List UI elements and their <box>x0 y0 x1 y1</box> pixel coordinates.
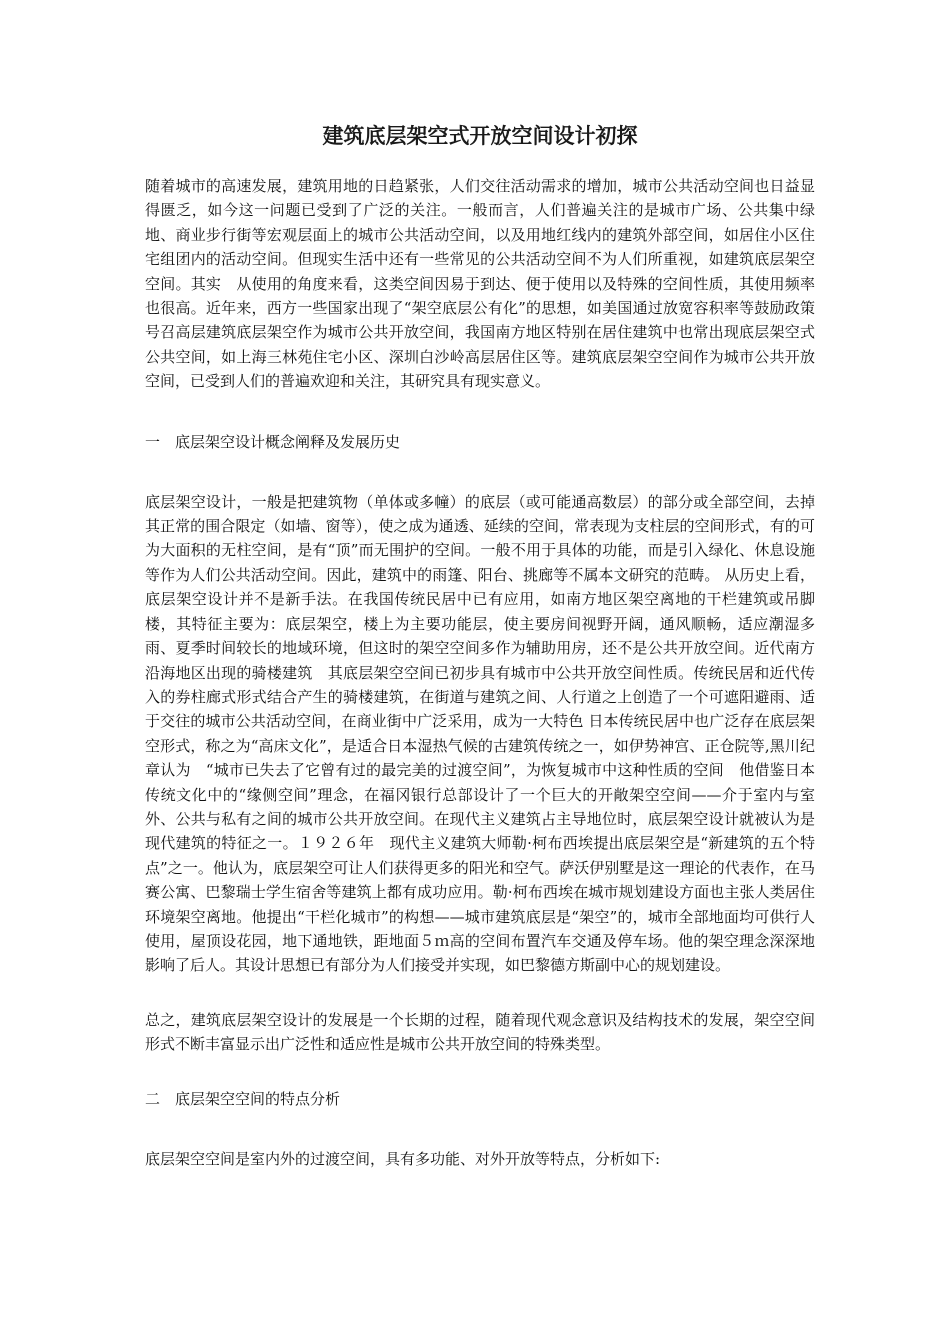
section1-paragraph-2: 总之，建筑底层架空设计的发展是一个长期的过程，随着现代观念意识及结构技术的发展，架空空间形式不断丰富显示出广泛性和适应性是城市公共开放空间的特殊类型。 <box>145 1010 815 1054</box>
page-title: 建筑底层架空式开放空间设计初探 <box>322 123 638 148</box>
section-heading-1: 一 底层架空设计概念阐释及发展历史 <box>145 432 401 451</box>
document-body <box>145 118 815 1171</box>
spacer <box>145 978 815 1008</box>
spacer <box>145 454 815 490</box>
section-heading-2: 二 底层架空空间的特点分析 <box>145 1089 341 1108</box>
section2-paragraph-1: 底层架空空间是室内外的过渡空间，具有多功能、对外开放等特点，分析如下: <box>145 1149 661 1168</box>
spacer <box>145 1057 815 1087</box>
spacer <box>145 1111 815 1147</box>
section1-paragraph-1: 底层架空设计，一般是把建筑物（单体或多幢）的底层（或可能通高数层）的部分或全部空间，去掉其正常的围合限定（如墙、窗等），使之成为通透、延续的空间，常表现为支柱层的空间形式，有的可为大面积的无柱空间，是有“顶”而无围护的空间。一般不用于具体的功能，而是引入绿化、休息设施等作为人们公共活动空间。因此，建筑中的雨篷、阳台、挑廊等不属本文研究的范畴。 从历史上看，底层架空设计并不是新手法。在我国传统民居中已有应用，如南方地区架空离地的干栏建筑或吊脚楼，其特征主要为：底层架空，楼上为主要功能层，使主要房间视野开阔，通风顺畅，适应潮湿多雨、夏季时间较长的地域环境，但这时的架空空间多作为辅助用房，还不是公共开放空间。近代南方沿海地区出现的骑楼建筑 其底层架空空间已初步具有城市中公共开放空间性质。传统民居和近代传入的券柱廊式形式结合产生的骑楼建筑，在街道与建筑之间、人行道之上创造了一个可遮阳避雨、适于交往的城市公共活动空间，在商业街中广泛采用，成为一大特色 日本传统民居中也广泛存在底层架空形式，称之为“高床文化”，是适合日本湿热气候的古建筑传统之一，如伊势神宫、正仓院等,黑川纪章认为 “城市已失去了它曾有过的最完美的过渡空间”，为恢复城市中这种性质的空间 他借鉴日本传统文化中的“缘侧空间”理念，在福冈银行总部设计了一个巨大的开敞架空空间——介于室内与室外、公共与私有之间的城市公共开放空间。在现代主义建筑占主导地位时，底层架空设计就被认为是现代建筑的特征之一。１９２６年 现代主义建筑大师勒·柯布西埃提出底层架空是“新建筑的五个特点”之一。他认为，底层架空可让人们获得更多的阳光和空气。萨沃伊别墅是这一理论的代表作，在马赛公寓、巴黎瑞士学生宿舍等建筑上都有成功应用。勒·柯布西埃在城市规划建设方面也主张人类居住环境架空离地。他提出“干栏化城市”的构想——城市建筑底层是“架空”的，城市全部地面均可供行人使用，屋顶设花园，地下通地铁，距地面５ｍ高的空间布置汽车交通及停车场。他的架空理念深深地影响了后人。其设计思想已有部分为人们接受并实现，如巴黎德方斯副中心的规划建设。 <box>145 492 815 975</box>
spacer <box>145 394 815 430</box>
intro-paragraph: 随着城市的高速发展，建筑用地的日趋紧张，人们交往活动需求的增加，城市公共活动空间也日益显得匮乏，如今这一问题已受到了广泛的关注。一般而言，人们普遍关注的是城市广场、公共集中绿地、商业步行街等宏观层面上的城市公共活动空间，以及用地红线内的建筑外部空间，如居住小区住宅组团内的活动空间。但现实生活中还有一些常见的公共活动空间不为人们所重视，如建筑底层架空空间。其实 从使用的角度来看，这类空间因易于到达、便于使用以及特殊的空间性质，其使用频率也很高。近年来，西方一些国家出现了“架空底层公有化”的思想，如美国通过放宽容积率等鼓励政策号召高层建筑底层架空作为城市公共开放空间，我国南方地区特别在居住建筑中也常出现底层架空式公共空间，如上海三林苑住宅小区、深圳白沙岭高层居住区等。建筑底层架空空间作为城市公共开放空间，已受到人们的普遍欢迎和关注，其研究具有现实意义。 <box>145 177 815 391</box>
